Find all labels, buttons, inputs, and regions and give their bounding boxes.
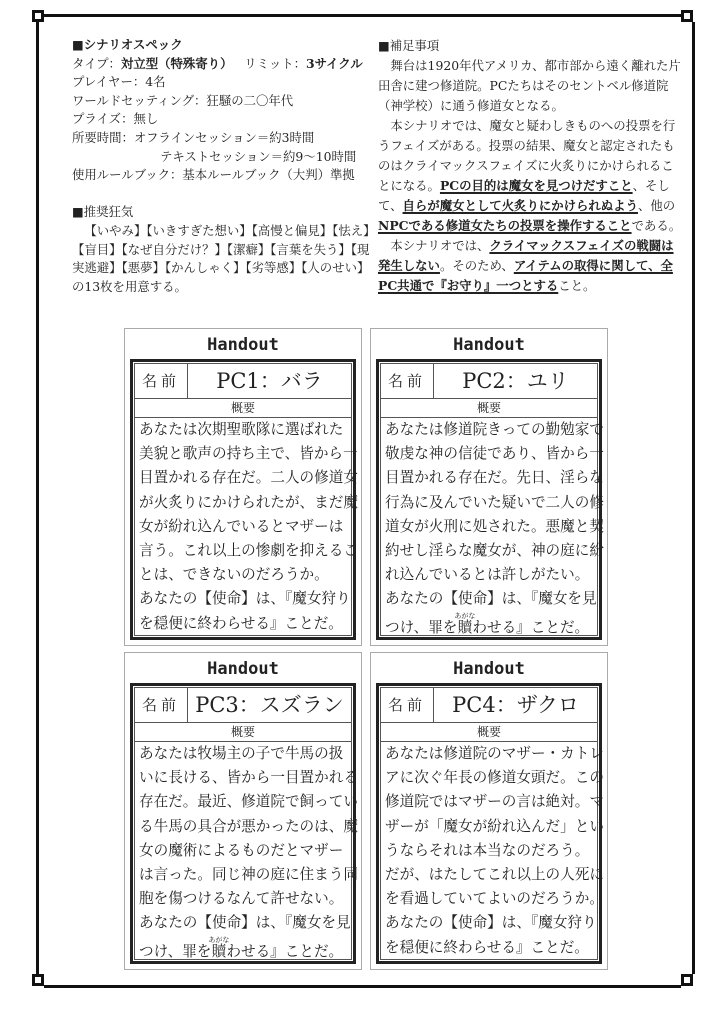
handout-line: あなたの【使命】は、『魔女狩り <box>385 914 597 932</box>
text-run: わせる』ことだ。 <box>226 942 344 960</box>
character-name: PC1：バラ <box>216 369 323 393</box>
handout-line: 美貌と歌声の持ち主で、皆から一 <box>139 445 358 463</box>
text-run: である。 <box>631 218 682 233</box>
handout-frame <box>376 359 602 640</box>
handout-line: 女が紛れ込んでいるとマザーは <box>139 517 344 535</box>
text-run: 、他の <box>637 198 676 213</box>
handout-text <box>381 742 604 960</box>
emphasized-text: PCの目的は魔女を見つけだすこと <box>439 178 633 193</box>
handout-frame <box>376 683 602 964</box>
corner-ornament <box>30 974 44 988</box>
spec-world: ワールドセッティング：狂騒の二〇年代 <box>72 92 294 108</box>
summary-label: 概要 <box>135 399 351 418</box>
handout-line: 存在だ。最近、修道院で飼ってい <box>139 793 358 811</box>
name-label: 名前 <box>135 688 188 722</box>
text-run: 本シナリオでは、 <box>390 238 490 253</box>
handout-line: 行為に及んでいた疑いで二人の修 <box>385 493 604 511</box>
text-run: わせる』ことだ。 <box>472 618 590 636</box>
handout-card-pc2 <box>370 328 608 646</box>
handout-line <box>139 936 347 964</box>
handout-text <box>135 742 358 964</box>
limit-label: リミット： <box>244 55 307 71</box>
handout-card-pc1 <box>124 328 362 646</box>
name-label: 名前 <box>135 364 188 398</box>
spec-time-text: テキストセッション＝約9～10時間 <box>160 148 357 164</box>
handout-title: Handout <box>207 335 279 355</box>
summary-label: 概要 <box>381 723 597 742</box>
notes-section <box>378 36 683 296</box>
spec-time-offline: 所要時間：オフラインセッション＝約3時間 <box>72 129 315 145</box>
name-row <box>135 364 351 399</box>
handout-line: る牛馬の具合が悪かったのは、魔 <box>139 817 358 835</box>
handout-text <box>381 418 604 640</box>
ruby-base: 贖 <box>208 942 230 960</box>
corner-ornament <box>681 974 695 988</box>
handout-line: 胞を傷つけるなんて許せない。 <box>139 890 344 908</box>
corner-ornament <box>30 8 44 22</box>
handout-line: あなたは次期聖歌隊に選ばれた <box>139 421 344 438</box>
spec-heading: ■シナリオスペック <box>72 37 183 52</box>
handout-line: アに次ぐ年長の修道女頭だ。この <box>385 769 604 787</box>
handout-text <box>135 418 358 636</box>
type-value: 対立型（特殊寄り） <box>120 55 233 71</box>
name-row <box>381 364 597 399</box>
handout-line: 修道院ではマザーの言は絶対。マ <box>385 793 604 811</box>
handout-line: れ込んでいるとは許しがたい。 <box>385 566 590 584</box>
name-row <box>381 688 597 723</box>
handout-line: あなたの【使命】は、『魔女狩り <box>139 590 351 608</box>
emphasized-text: クライマックスフェイズの戦闘は発生しない <box>378 238 674 273</box>
character-name: PC3：スズラン <box>195 693 344 717</box>
handout-line: あなたの【使命】は、『魔女を見 <box>385 590 597 608</box>
name-label: 名前 <box>381 688 434 722</box>
handout-frame <box>130 359 356 640</box>
notes-body <box>378 56 683 296</box>
handout-line: だが、はたしてこれ以上の人死に <box>385 866 604 884</box>
character-name: PC4：ザクロ <box>452 693 579 717</box>
text-run: 本シナリオでは、魔女と疑わしきものへの投票を行うフェイズがある。投票の結果、魔女と認定されたものはクライマックスフェイズに火炙りにかけられることになる。 <box>378 118 676 193</box>
limit-value: 3サイクル <box>306 55 363 71</box>
notes-paragraph <box>378 116 683 236</box>
handout-line: あなたの【使命】は、『魔女を見 <box>139 914 351 932</box>
notes-paragraph <box>378 236 683 296</box>
text-run: つけ、罪を <box>139 942 212 960</box>
spec-rulebook: 使用ルールブック：基本ルールブック（大判）準拠 <box>72 167 355 183</box>
madness-heading: ■推奨狂気 <box>72 204 134 220</box>
emphasized-text: アイテムの取得に関して、全PC共通で『お守り』一つとする <box>378 258 673 293</box>
scenario-spec-section <box>72 36 372 296</box>
name-label: 名前 <box>381 364 434 398</box>
handout-line: 目置かれる存在だ。二人の修道女 <box>139 469 358 487</box>
notes-paragraph <box>378 56 683 116</box>
summary-label: 概要 <box>135 723 351 742</box>
text-run: 、そして、 <box>378 178 670 213</box>
handout-line: 道女が火刑に処された。悪魔と契 <box>385 517 604 535</box>
spec-type <box>72 55 372 74</box>
handout-line: を穏便に終わらせる』ことだ。 <box>385 938 589 956</box>
text-run: 舞台は1920年代アメリカ、都市部から遠く離れた片田舎に建つ修道院。PCたちはそのセントベル修道院（神学校）に通う修道女となる。 <box>378 58 681 113</box>
notes-heading: ■補足事項 <box>378 38 440 53</box>
handout-title: Handout <box>453 335 525 355</box>
ruby-reading: あがな <box>454 611 476 620</box>
handout-line: あなたは修道院きっての勤勉家で <box>385 421 604 438</box>
handout-line: を看過していてよいのだろうか。 <box>385 890 604 908</box>
handout-card-pc4 <box>370 652 608 970</box>
handout-line: あなたは修道院のマザー・カトレ <box>385 745 604 762</box>
handout-line: ザーが「魔女が紛れ込んだ」とい <box>385 817 604 835</box>
handout-line: あなたは牧場主の子で牛馬の扱 <box>139 745 344 762</box>
text-run: 。そのため、 <box>439 258 514 273</box>
emphasized-text: NPCである修道女たちの投票を操作すること <box>378 218 632 233</box>
handout-line: は言った。同じ神の庭に住まう同 <box>139 866 358 884</box>
handout-line: とは、できないのだろうか。 <box>139 566 329 584</box>
text-run: つけ、罪を <box>385 618 458 636</box>
handout-line: いに長ける、皆から一目置かれる <box>139 769 358 787</box>
handout-line: 約せし淫らな魔女が、神の庭に紛 <box>385 542 604 560</box>
spec-prize: プライズ：無し <box>72 111 159 127</box>
ruby-base: 贖 <box>454 618 476 636</box>
madness-text: 【いやみ】【いきすぎた想い】【高慢と偏見】【怯え】【盲目】【なぜ自分だけ？】【潔癖】【言葉を失う】【現実逃避】【悪夢】【かんしゃく】【劣等感】【人のせい】の13枚を用意する。 <box>72 222 370 294</box>
ruby-word <box>208 935 230 960</box>
summary-label: 概要 <box>381 399 597 418</box>
handout-line: 目置かれる存在だ。先日、淫らな <box>385 469 604 487</box>
handout-line: 女の魔術によるものだとマザー <box>139 841 344 859</box>
name-row <box>135 688 351 723</box>
handout-line: 敬虔な神の信徒であり、皆から一 <box>385 445 604 463</box>
text-run: こと。 <box>558 278 596 293</box>
handout-line: を穏便に終わらせる』ことだ。 <box>139 614 343 632</box>
handout-frame <box>130 683 356 964</box>
ruby-reading: あがな <box>208 935 230 944</box>
spec-players: プレイヤー：4名 <box>72 74 166 90</box>
handout-card-pc3 <box>124 652 362 970</box>
handout-line: 言う。これ以上の惨劇を抑えるこ <box>139 542 358 560</box>
handout-title: Handout <box>207 659 279 679</box>
handout-line: が火炙りにかけられたが、まだ魔 <box>139 493 358 511</box>
handout-line <box>385 612 593 640</box>
corner-ornament <box>681 8 695 22</box>
handout-line: うならそれは本当なのだろう。 <box>385 841 590 859</box>
emphasized-text: 自らが魔女として火炙りにかけられぬよう <box>402 198 638 213</box>
ruby-word <box>454 611 476 636</box>
handout-title: Handout <box>453 659 525 679</box>
type-label: タイプ： <box>72 55 121 71</box>
character-name: PC2：ユリ <box>462 369 569 393</box>
